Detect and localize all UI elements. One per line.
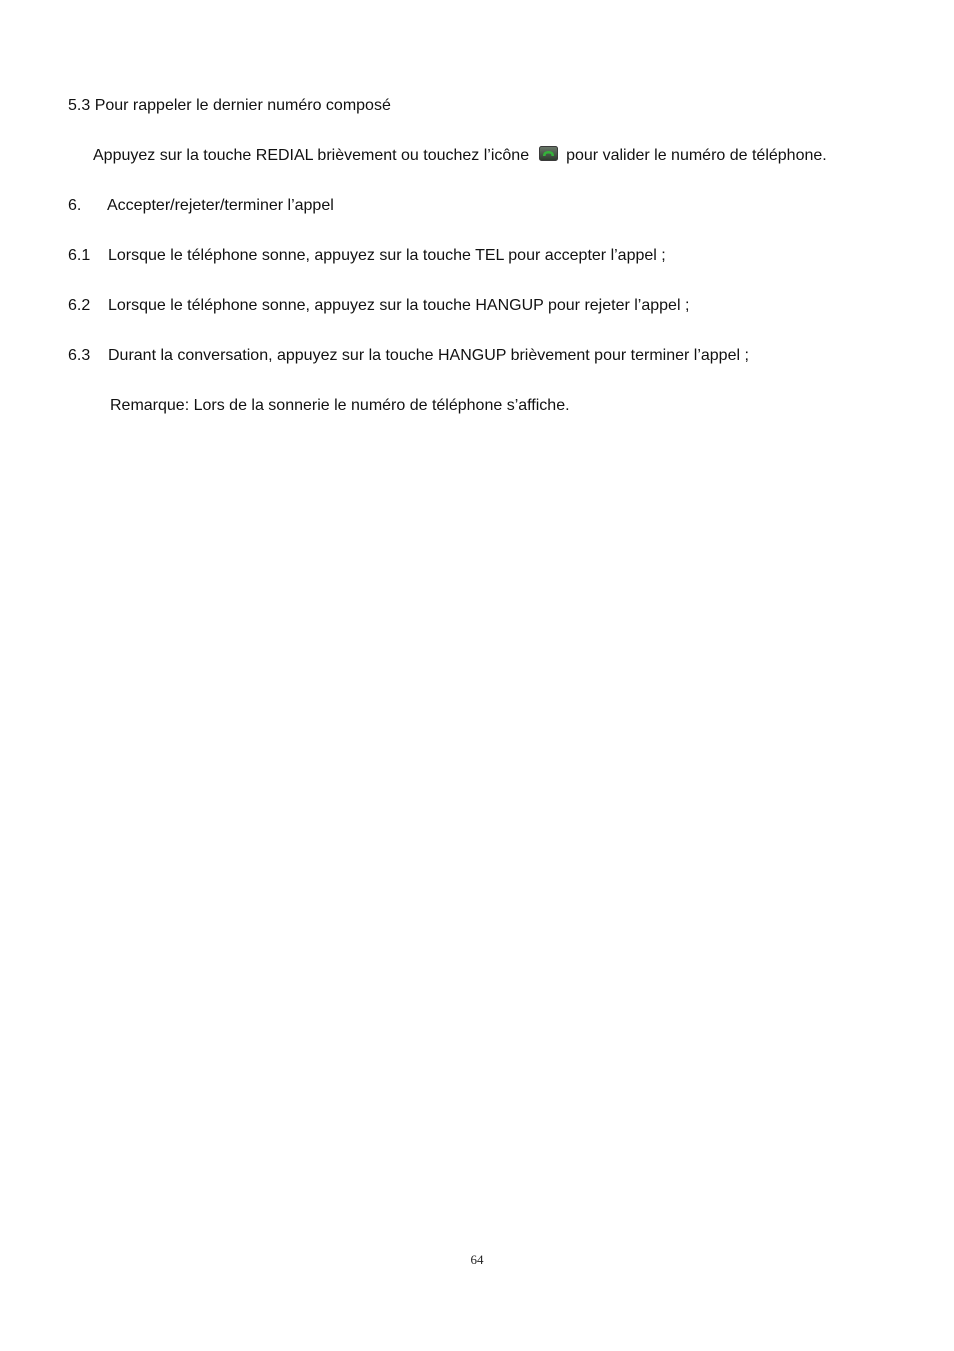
list-item-number: 6.1 <box>68 247 91 264</box>
list-item-number: 6.2 <box>68 297 91 314</box>
redial-instruction-text: Appuyez sur la touche REDIAL brièvement ou touchez l’icône <box>93 147 530 164</box>
list-item-text: Durant la conversation, appuyez sur la touche HANGUP brièvement pour terminer l’appel ; <box>108 347 749 364</box>
validate-number-text: pour valider le numéro de téléphone. <box>566 147 827 164</box>
list-item <box>68 346 749 366</box>
list-item-text: Lorsque le téléphone sonne, appuyez sur la touche TEL pour accepter l’appel ; <box>108 247 666 264</box>
list-item-number: 6.3 <box>68 347 91 364</box>
section-5-3-paragraph <box>93 146 827 166</box>
list-item <box>68 296 689 316</box>
page-number: 64 <box>470 1252 484 1267</box>
note-remark: Remarque: Lors de la sonnerie le numéro de téléphone s’affiche. <box>110 397 570 414</box>
list-item-text: Lorsque le téléphone sonne, appuyez sur la touche HANGUP pour rejeter l’appel ; <box>108 297 690 314</box>
section-6-title: Accepter/rejeter/terminer l’appel <box>107 197 334 214</box>
section-6-heading <box>68 196 334 216</box>
section-6-number: 6. <box>68 197 82 214</box>
section-5-3-heading: 5.3 Pour rappeler le dernier numéro composé <box>68 97 391 114</box>
list-item <box>68 246 666 266</box>
green-phone-icon <box>539 146 558 161</box>
